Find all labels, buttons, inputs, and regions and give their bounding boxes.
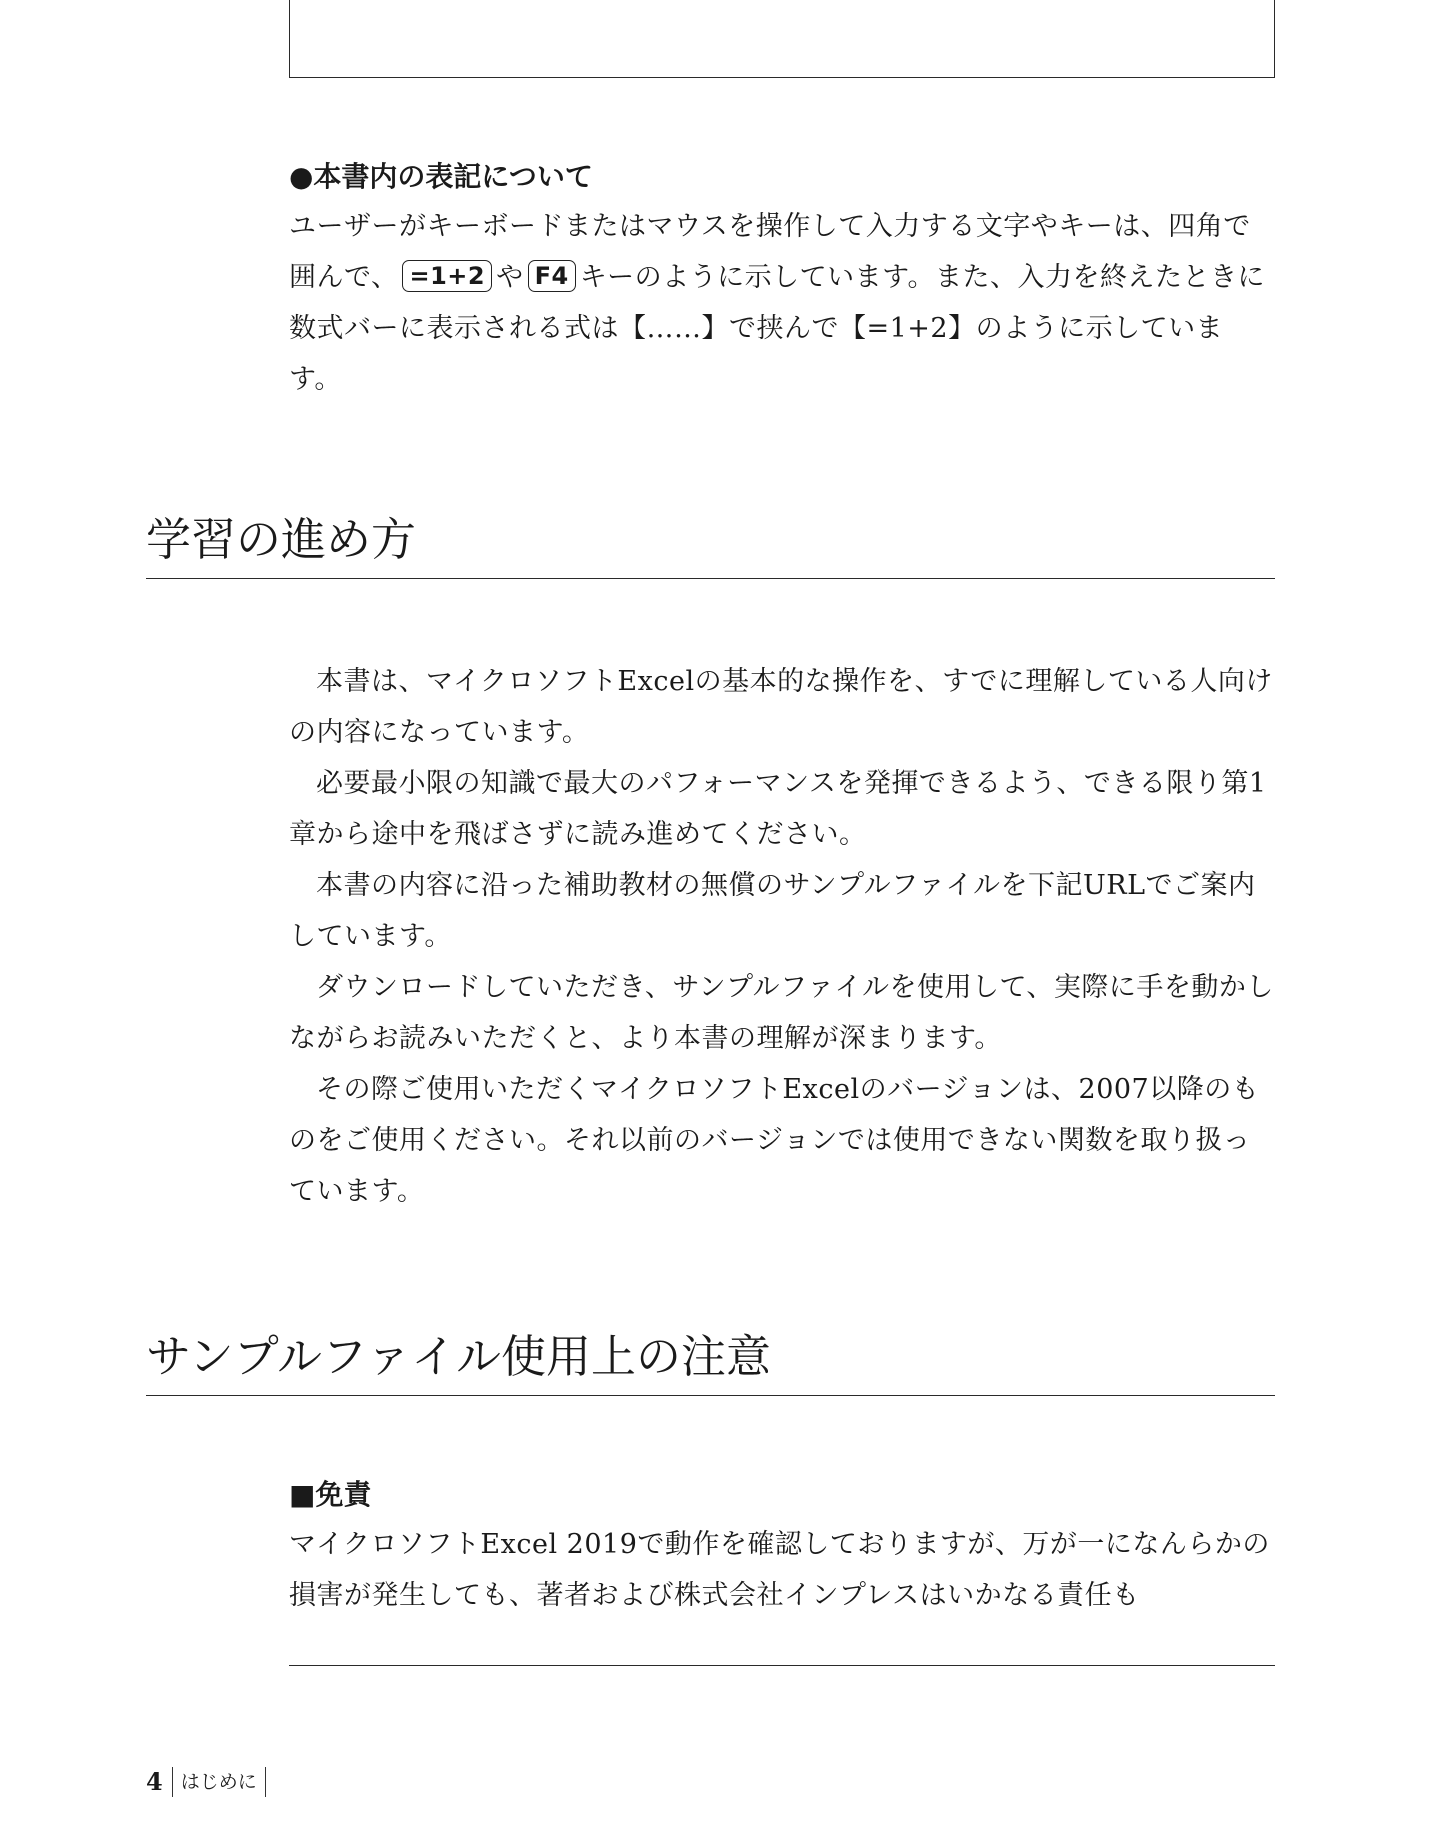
notation-heading: ●本書内の表記について [289,160,593,193]
learning-paragraph: ダウンロードしていただき、サンプルファイルを使用して、実際に手を動かしながらお読みいただくと、より本書の理解が深まります。 [289,972,1274,1054]
notation-text-3: キーのように示しています。また、入力を終えたときに数式バーに表示される式は【……】で挟んで【=1+2】のように示しています。 [289,262,1266,395]
key-f4-example: F4 [528,260,576,292]
learning-paragraph: 本書の内容に沿った補助教材の無償のサンプルファイルを下記URLでご案内しています。 [289,870,1256,952]
page-footer [146,1767,266,1797]
page-number: 4 [146,1767,173,1797]
disclaimer-section [289,1475,1275,1621]
notation-section [289,157,1275,405]
learning-paragraph: 必要最小限の知識で最大のパフォーマンスを発揮できるよう、できる限り第1章から途中を飛ばさずに読み進めてください。 [289,768,1267,850]
notation-text-2: や [496,262,524,293]
notation-body [289,201,1275,405]
learning-section-body [289,656,1275,1217]
disclaimer-heading: ■免責 [289,1478,372,1511]
key-formula-example: =1+2 [402,260,492,292]
learning-paragraph: 本書は、マイクロソフトExcelの基本的な操作を、すでに理解している人向けの内容になっています。 [289,666,1273,748]
learning-paragraph: その際ご使用いただくマイクロソフトExcelのバージョンは、2007以降のものをご使用ください。それ以前のバージョンでは使用できない関数を取り扱っています。 [289,1074,1260,1207]
running-section-label: はじめに [173,1767,266,1797]
section-title-learning: 学習の進め方 [146,510,1275,579]
section-title-sample-notes: サンプルファイル使用上の注意 [146,1327,1275,1396]
top-frame-box [289,0,1275,78]
bottom-divider [289,1665,1275,1666]
disclaimer-text: マイクロソフトExcel 2019で動作を確認しておりますが、万が一になんらかの損害が発生しても、著者および株式会社インプレスはいかなる責任も [289,1529,1270,1611]
notation-text-1: ユーザーがキーボードまたはマウスを操作して入力する文字やキーは、四角で囲んで、 [289,211,1251,293]
